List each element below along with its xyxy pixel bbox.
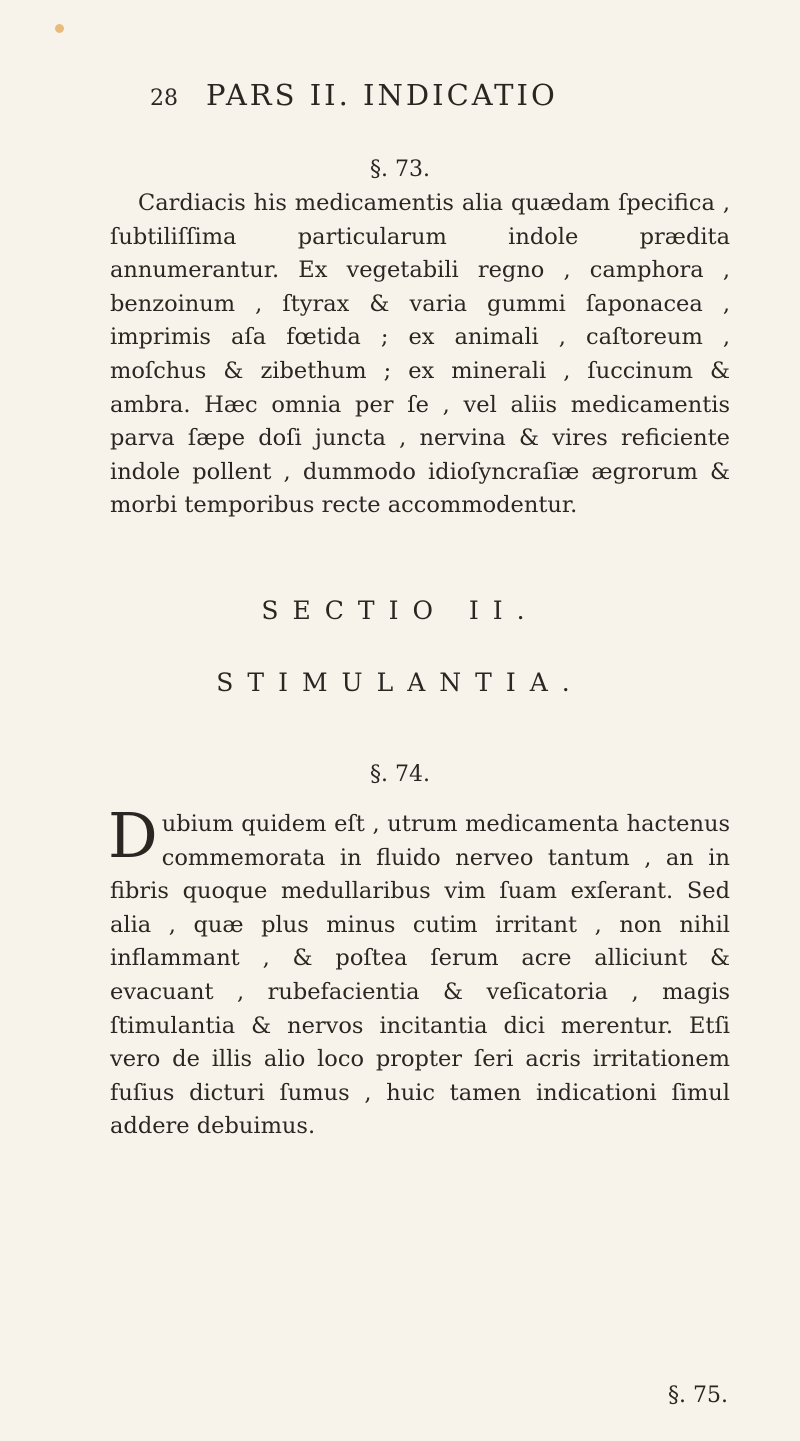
paper-stain (55, 24, 64, 33)
running-title: PARS II. INDICATIO (206, 78, 558, 112)
section-number-73: §. 73. (370, 157, 430, 182)
sectio-subtitle: STIMULANTIA. (216, 668, 584, 697)
paragraph-74 (108, 799, 730, 1144)
running-header (150, 78, 710, 112)
drop-cap: D (108, 799, 158, 872)
paragraph-73-text: Cardiacis his medicamentis alia quædam ſpecifica , ſubtiliſſima particularum indole prædita annumerantur. Ex vegetabili regno , camphora , benzoinum , ſtyrax & varia gummi ſaponacea , imprimis aſa fœtida ; ex animali , caſtoreum , moſchus & zibethum ; ex minerali , ſuccinum & ambra. Hæc omnia per ſe , vel aliis medicamentis parva ſæpe doſi juncta , nervina & vires reficiente indole pollent , dummodo idioſyncraſiæ ægrorum & morbi temporibus recte accommodentur. (110, 190, 730, 519)
paragraph-73 (110, 187, 730, 523)
page-number: 28 (150, 86, 178, 111)
section-number-74: §. 74. (370, 762, 430, 787)
catchword: §. 75. (668, 1383, 728, 1408)
paragraph-74-text: ubium quidem eſt , utrum medicamenta hactenus commemorata in fluido nerveo tantum , an in fibris quoque medullaribus vim ſuam exſerant. Sed alia , quæ plus minus cutim irritant , non nihil inflammant , & poſtea ſerum acre alliciunt & evacuant , rubefacientia & veſicatoria , magis ſtimulantia & nervos incitantia dici merentur. Etſi vero de illis alio loco propter ſeri acris irritationem fuſius dicturi ſumus , huic tamen indicationi ſimul addere debuimus. (110, 811, 730, 1140)
sectio-heading: SECTIO II. (261, 596, 539, 625)
